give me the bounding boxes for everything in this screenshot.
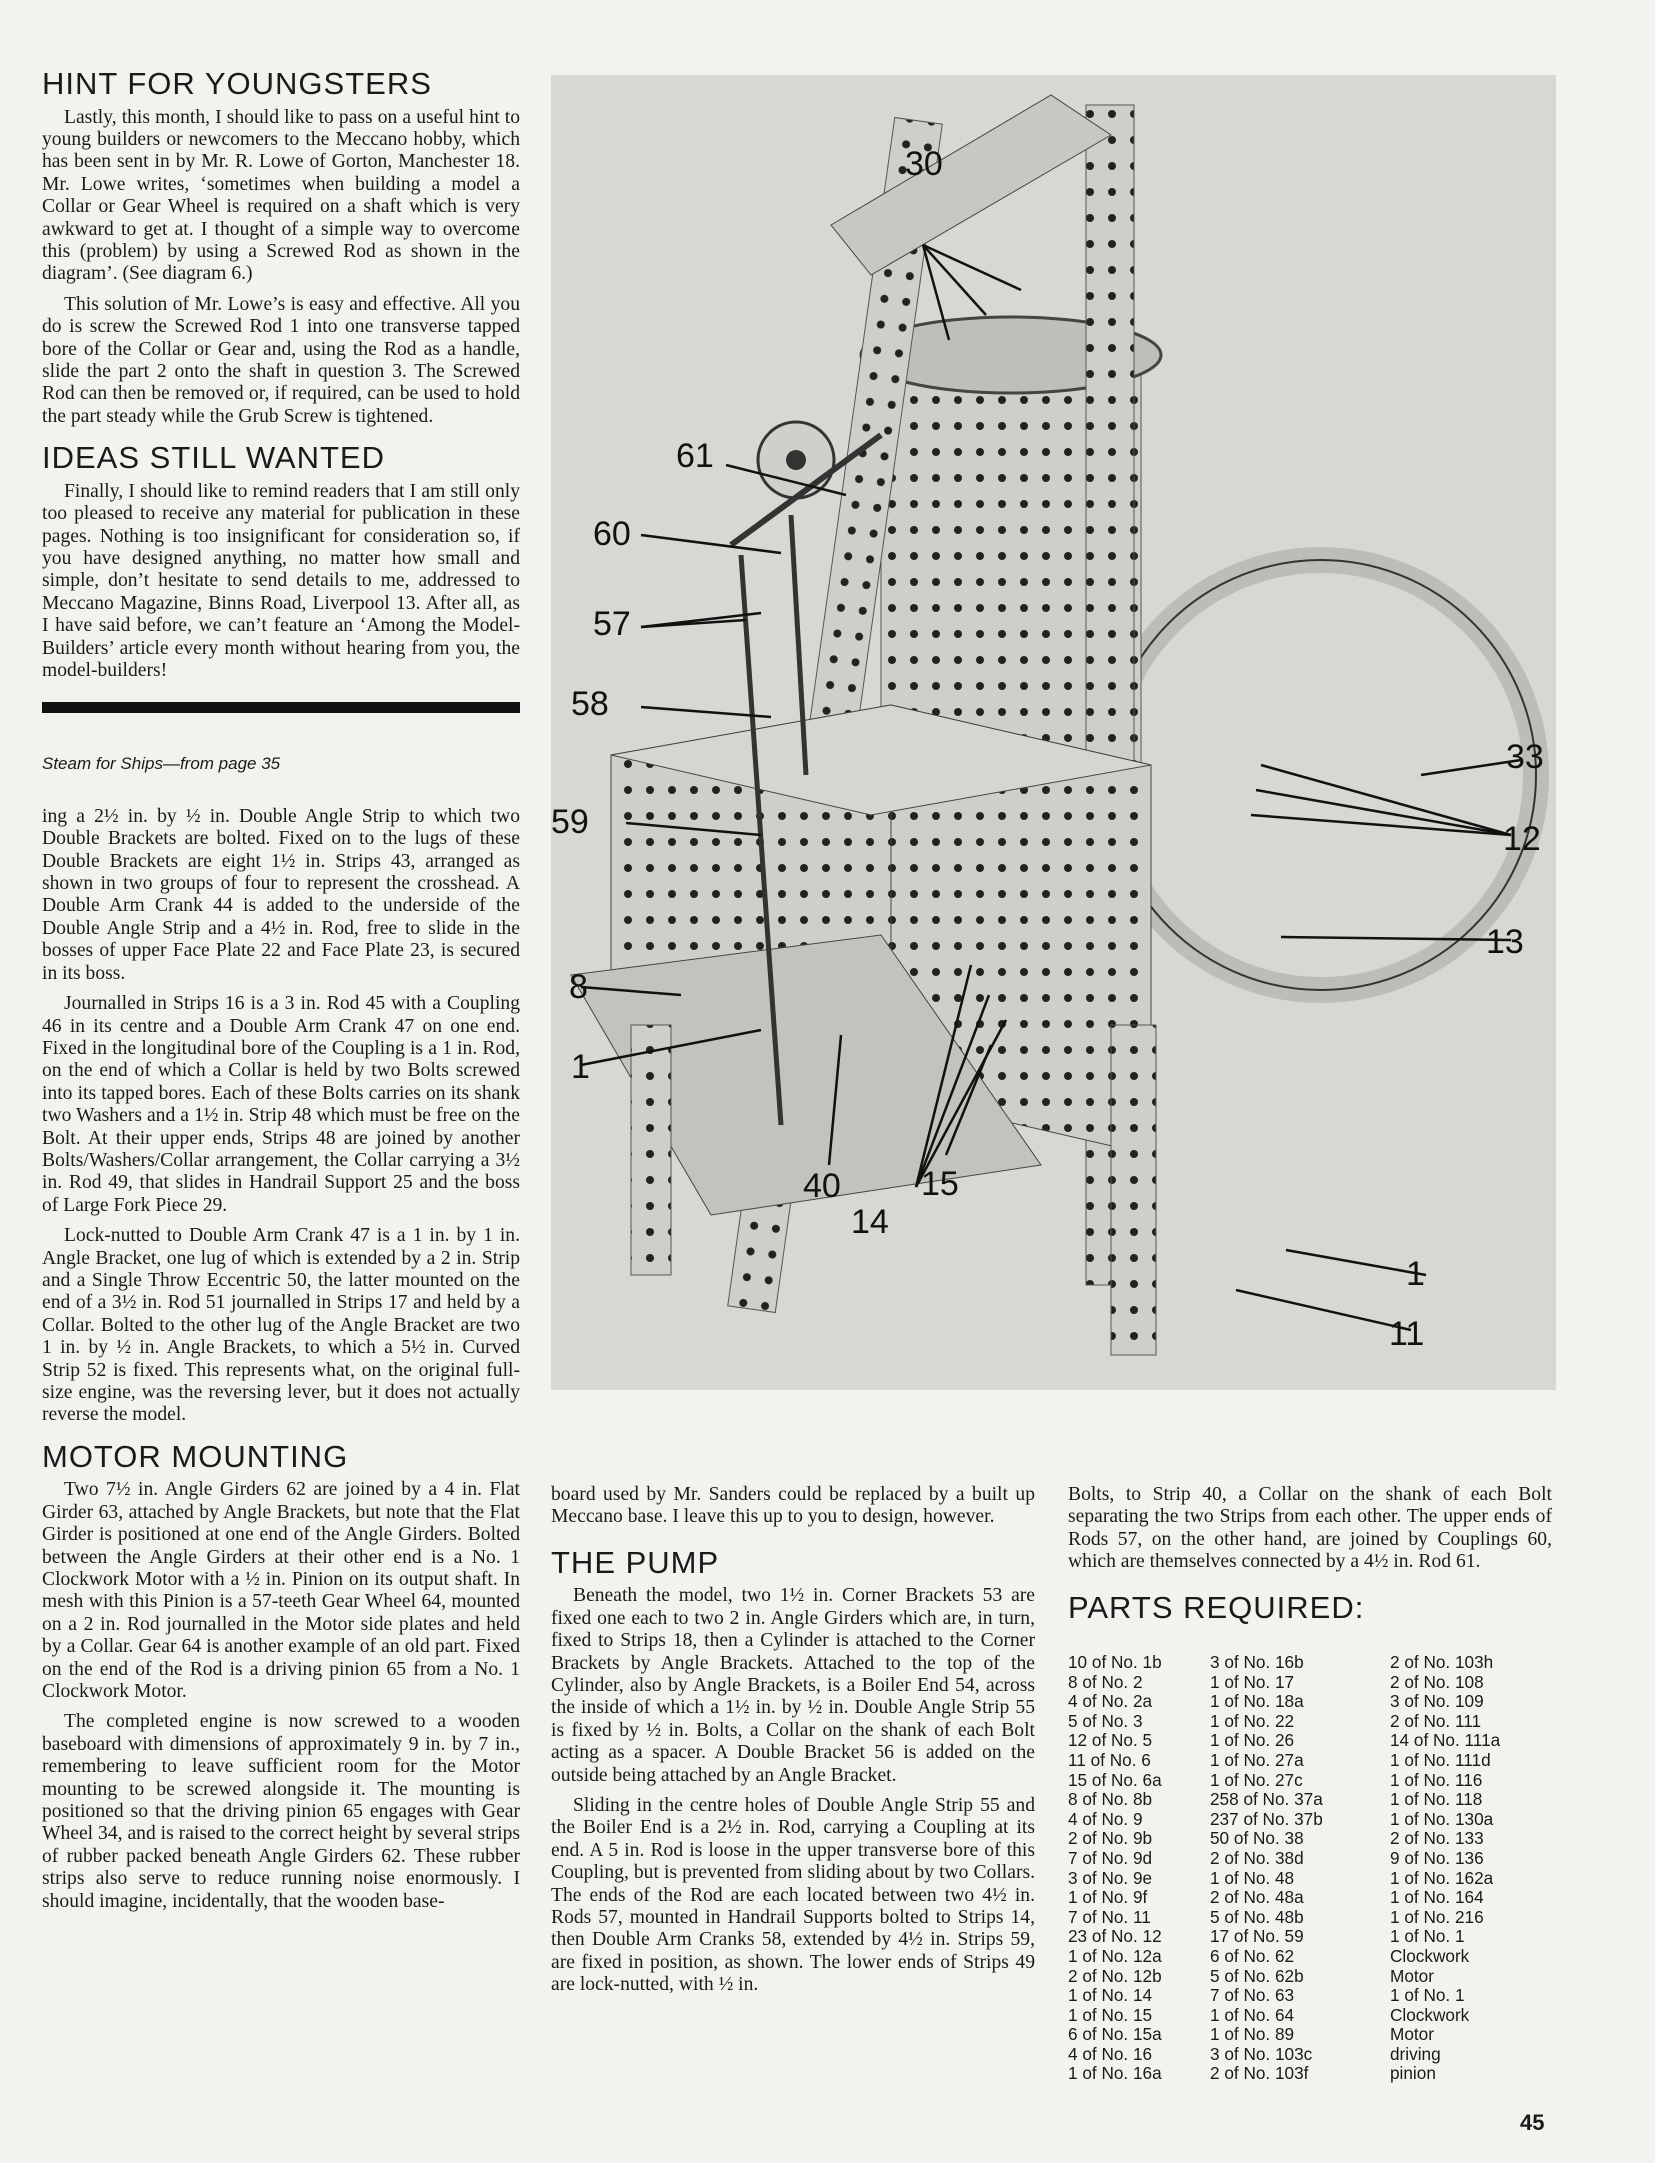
pump-heading: THE PUMP — [551, 1544, 720, 1580]
parts-list-item: 11 of No. 6 — [1068, 1749, 1151, 1770]
callout-14: 14 — [851, 1203, 889, 1241]
parts-list-column-1 — [1068, 1653, 1162, 2084]
model-photograph — [551, 75, 1556, 1390]
parts-list-item: 4 of No. 9 — [1068, 1808, 1143, 1829]
parts-list-item: Clockwork — [1390, 1945, 1470, 1966]
middle-column — [551, 1484, 1035, 2005]
right-column — [1068, 1484, 1552, 1630]
parts-list-item: 237 of No. 37b — [1210, 1808, 1323, 1829]
parts-list-item: Clockwork — [1390, 2004, 1470, 2025]
steam-paragraph: Lock-nutted to Double Arm Crank 47 is a 1 in. by 1 in. Angle Bracket, one lug of which is extended by a 2 in. Strip and a Single Throw Eccentric 50, the latter mounted on the end of a 3½ in. Rod 51 journalled in Strips 17 and held by a Collar. Bolted to the other lug of the Angle Bracket are two 1 in. by ½ in. Angle Brackets, to which a 5½ in. Curved Strip 52 is fixed. This represents what, on the original full-size engine, was the reversing lever, but it does not actually reverse the model. — [42, 1225, 520, 1426]
pump-paragraph: Beneath the model, two 1½ in. Corner Brackets 53 are fixed one each to two 2 in. Angle Girders which are, in turn, fixed to Strips 18, then a Cylinder is attached to the Corner Brackets by Angle Brackets. Attached to the top of the Cylinder, also by Angle Brackets, is a Boiler End 54, across the inside of which a 1½ in. by ½ in. Double Angle Strip 55 is fixed by ½ in. Bolts, a Collar on the shank of each Bolt acting as a spacer. A Double Bracket 56 is added on the outside being attached by an Angle Bracket. — [551, 1585, 1035, 1786]
parts-list-item: 1 of No. 14 — [1068, 1985, 1153, 2006]
parts-list-item: 1 of No. 9f — [1068, 1887, 1148, 1908]
parts-list-item: 23 of No. 12 — [1068, 1926, 1162, 1947]
ideas-heading: IDEAS STILL WANTED — [42, 440, 385, 476]
running-head: Steam for Ships—from page 35 — [42, 754, 281, 774]
parts-list-item: 12 of No. 5 — [1068, 1730, 1153, 1751]
parts-list-item: 1 of No. 130a — [1390, 1808, 1494, 1829]
motor-heading: MOTOR MOUNTING — [42, 1438, 349, 1474]
callout-58: 58 — [571, 685, 609, 723]
page-number: 45 — [1520, 2110, 1545, 2135]
parts-list-item: 7 of No. 9d — [1068, 1847, 1153, 1868]
parts-list-item: 2 of No. 133 — [1390, 1828, 1484, 1849]
parts-list-item: 2 of No. 12b — [1068, 1965, 1162, 1986]
parts-list-item: 1 of No. 89 — [1210, 2024, 1295, 2045]
parts-list-item: 2 of No. 103h — [1390, 1652, 1494, 1672]
parts-list-item: 2 of No. 111 — [1390, 1710, 1482, 1731]
hint-paragraph: Lastly, this month, I should like to pass on a useful hint to young builders or newcomers to the Meccano hobby, which has been sent in by Mr. R. Lowe of Gorton, Manchester 18. Mr. Lowe writes, ‘sometimes when building a model a Collar or Gear Wheel is required on a shaft which is very awkward to get at. I thought of a simple way to overcome this (problem) by using a Screwed Rod as shown in the diagram’. (See diagram 6.) — [42, 106, 520, 285]
parts-list-item: 3 of No. 103c — [1210, 2043, 1313, 2064]
callout-1-left: 1 — [571, 1048, 590, 1086]
parts-list-item: 17 of No. 59 — [1210, 1926, 1304, 1947]
parts-list-item: 2 of No. 48a — [1210, 1887, 1304, 1908]
parts-list-item: 8 of No. 2 — [1068, 1671, 1143, 1692]
parts-list-item: Motor — [1390, 1965, 1434, 1986]
callout-60: 60 — [593, 515, 631, 553]
callout-13: 13 — [1486, 923, 1524, 961]
callout-30: 30 — [905, 145, 943, 183]
parts-list-item: 5 of No. 62b — [1210, 1965, 1304, 1986]
callout-40: 40 — [803, 1167, 841, 1205]
parts-list-item: 4 of No. 16 — [1068, 2043, 1153, 2064]
steam-paragraph: ing a 2½ in. by ½ in. Double Angle Strip to which two Double Brackets are bolted. Fixed on to the lugs of these Double Brackets are eight 1½ in. Strips 43, arranged as shown in two groups of four to represent the crosshead. A Double Arm Crank 44 is added to the underside of the Double Angle Strip and a 4½ in. Rod, free to slide in the bosses of upper Face Plate 22 and Face Plate 23, is secured in its boss. — [42, 805, 520, 984]
parts-list-item: 10 of No. 1b — [1068, 1652, 1162, 1672]
parts-list-item: 8 of No. 8b — [1068, 1789, 1153, 1810]
motor-paragraph: Two 7½ in. Angle Girders 62 are joined by a 4 in. Flat Girder 63, attached by Angle Brackets, but note that the Flat Girder is positioned at one end of the Angle Girders. Bolted between the Angle Girders at their other end is a No. 1 Clockwork Motor with a ½ in. Pinion on its output shaft. In mesh with this Pinion is a 57-teeth Gear Wheel 64, mounted on a 2 in. Rod journalled in the Motor side plates and held by a Collar. Gear 64 is another example of an old part. Fixed on the end of the Rod is a driving pinion 65 from a No. 1 Clockwork Motor. — [42, 1479, 520, 1703]
parts-list-column-2 — [1210, 1653, 1323, 2084]
parts-list-item: 1 of No. 22 — [1210, 1710, 1295, 1731]
parts-list-item: 1 of No. 216 — [1390, 1906, 1484, 1927]
parts-list-item: 3 of No. 109 — [1390, 1691, 1484, 1712]
parts-list-item: 1 of No. 27c — [1210, 1769, 1303, 1790]
callout-59: 59 — [551, 803, 589, 841]
parts-list-item: 1 of No. 27a — [1210, 1749, 1304, 1770]
callout-61: 61 — [676, 437, 714, 475]
parts-list-item: 6 of No. 62 — [1210, 1945, 1295, 1966]
parts-list-item: 15 of No. 6a — [1068, 1769, 1162, 1790]
parts-list-item: 1 of No. 118 — [1390, 1789, 1483, 1810]
parts-list-item: 1 of No. 12a — [1068, 1945, 1162, 1966]
callout-1-right: 1 — [1406, 1255, 1425, 1293]
parts-list-item: 1 of No. 16a — [1068, 2063, 1162, 2084]
parts-list-item: 1 of No. 111d — [1390, 1749, 1491, 1770]
parts-list-item: 1 of No. 15 — [1068, 2004, 1153, 2025]
parts-list-item: driving — [1390, 2043, 1441, 2064]
pump-paragraph: Sliding in the centre holes of Double Angle Strip 55 and the Boiler End is a 2½ in. Rod, carrying a Coupling at its end. A 5 in. Rod is loose in the upper transverse bore of this Coupling, but is prevented from sliding about by two Collars. The ends of the Rod are each located between two 4½ in. Rods 57, mounted in Handrail Supports bolted to Strips 14, then Double Arm Cranks 58, extended by 4½ in. Strips 59, are fixed in position, as shown. The lower ends of Strips 49 are lock-nutted, with ½ in. — [551, 1795, 1035, 1996]
callout-15: 15 — [921, 1165, 959, 1203]
ideas-paragraph: Finally, I should like to remind readers that I am still only too pleased to receive any material for publication in these pages. Nothing is too insignificant for consideration so, if you have designed anything, no matter how small and simple, don’t hesitate to send details to me, addressed to Meccano Magazine, Binns Road, Liverpool 13. After all, as I have said before, we can’t feature an ‘Among the Model-Builders’ article every month without hearing from you, the model-builders! — [42, 480, 520, 682]
parts-list-item: 3 of No. 9e — [1068, 1867, 1153, 1888]
parts-list-item: 1 of No. 1 — [1390, 1985, 1465, 2006]
callout-8: 8 — [569, 968, 588, 1006]
parts-list-item: 2 of No. 108 — [1390, 1671, 1484, 1692]
parts-list-item: 6 of No. 15a — [1068, 2024, 1162, 2045]
parts-list-item: 1 of No. 17 — [1210, 1671, 1295, 1692]
steam-paragraph: Journalled in Strips 16 is a 3 in. Rod 45 with a Coupling 46 in its centre and a Double Arm Crank 47 on one end. Fixed in the longitudinal bore of the Coupling is a 1 in. Rod, on the end of which a Collar is held by two Bolts screwed into its tapped bores. Each of these Bolts carries on its shank two Washers and a 1½ in. Strip 48 which must be free on the Bolt. At their upper ends, Strips 48 are joined by another Bolts/Washers/Collar arrangement, the Collar carrying a 3½ in. Rod 49, that slides in Handrail Support 25 and the boss of Large Fork Piece 29. — [42, 993, 520, 1216]
parts-list-item: 1 of No. 116 — [1390, 1769, 1483, 1790]
parts-heading: PARTS REQUIRED: — [1068, 1589, 1365, 1625]
hint-paragraph: This solution of Mr. Lowe’s is easy and effective. All you do is screw the Screwed Rod 1 into one transverse tapped bore of the Collar or Gear and, using the Rod as a handle, slide the part 2 onto the shaft in question 3. The Screwed Rod can then be removed or, if required, can be used to hold the part steady while the Grub Screw is tightened. — [42, 293, 520, 427]
parts-list-item: 1 of No. 164 — [1390, 1887, 1484, 1908]
parts-list-item: pinion — [1390, 2063, 1436, 2084]
parts-list-item: 7 of No. 63 — [1210, 1985, 1295, 2006]
parts-list-item: 1 of No. 18a — [1210, 1691, 1304, 1712]
callout-12: 12 — [1503, 820, 1541, 858]
motor-paragraph: The completed engine is now screwed to a wooden baseboard with dimensions of approximately 9 in. by 7 in., remembering to leave sufficient room for the Motor mounting to be screwed alongside it. The mounting is positioned so that the driving pinion 65 engages with Gear Wheel 34, and is raised to the correct height by several strips of rubber packed beneath Angle Girders 62. These rubber strips also serve to reduce running noise enormously. I should imagine, incidentally, that the wooden base- — [42, 1711, 520, 1912]
parts-list-item: 2 of No. 9b — [1068, 1828, 1153, 1849]
model-illustration — [551, 75, 1556, 1390]
parts-list-item: 4 of No. 2a — [1068, 1691, 1153, 1712]
parts-list-item: 3 of No. 16b — [1210, 1652, 1304, 1672]
section-divider — [42, 702, 520, 713]
parts-list-item: 2 of No. 38d — [1210, 1847, 1304, 1868]
parts-list-item: 7 of No. 11 — [1068, 1906, 1151, 1927]
parts-list-item: 9 of No. 136 — [1390, 1847, 1484, 1868]
parts-list-item: 2 of No. 103f — [1210, 2063, 1309, 2084]
parts-list-item: 5 of No. 48b — [1210, 1906, 1304, 1927]
callout-11: 11 — [1389, 1315, 1425, 1353]
continuation-paragraph: Bolts, to Strip 40, a Collar on the shank of each Bolt separating the two Strips from each other. The upper ends of Rods 57, on the other hand, are joined by Couplings 60, which are themselves connected by a 4½ in. Rod 61. — [1068, 1484, 1552, 1573]
left-column — [42, 68, 520, 1921]
parts-list-item: 1 of No. 1 — [1390, 1926, 1465, 1947]
parts-list-item: 1 of No. 26 — [1210, 1730, 1295, 1751]
parts-list-item: 5 of No. 3 — [1068, 1710, 1143, 1731]
parts-list-column-3 — [1390, 1653, 1500, 2084]
parts-list-item: 1 of No. 162a — [1390, 1867, 1494, 1888]
parts-list-item: 50 of No. 38 — [1210, 1828, 1304, 1849]
parts-list-item: 1 of No. 64 — [1210, 2004, 1295, 2025]
continuation-paragraph: board used by Mr. Sanders could be replaced by a built up Meccano base. I leave this up to you to design, however. — [551, 1484, 1035, 1528]
parts-list-item: Motor — [1390, 2024, 1434, 2045]
callout-33: 33 — [1506, 738, 1544, 776]
parts-list-item: 1 of No. 48 — [1210, 1867, 1295, 1888]
parts-list-item: 14 of No. 111a — [1390, 1730, 1501, 1751]
hint-heading: HINT FOR YOUNGSTERS — [42, 66, 432, 101]
parts-list-item: 258 of No. 37a — [1210, 1789, 1323, 1810]
callout-57: 57 — [593, 605, 631, 643]
